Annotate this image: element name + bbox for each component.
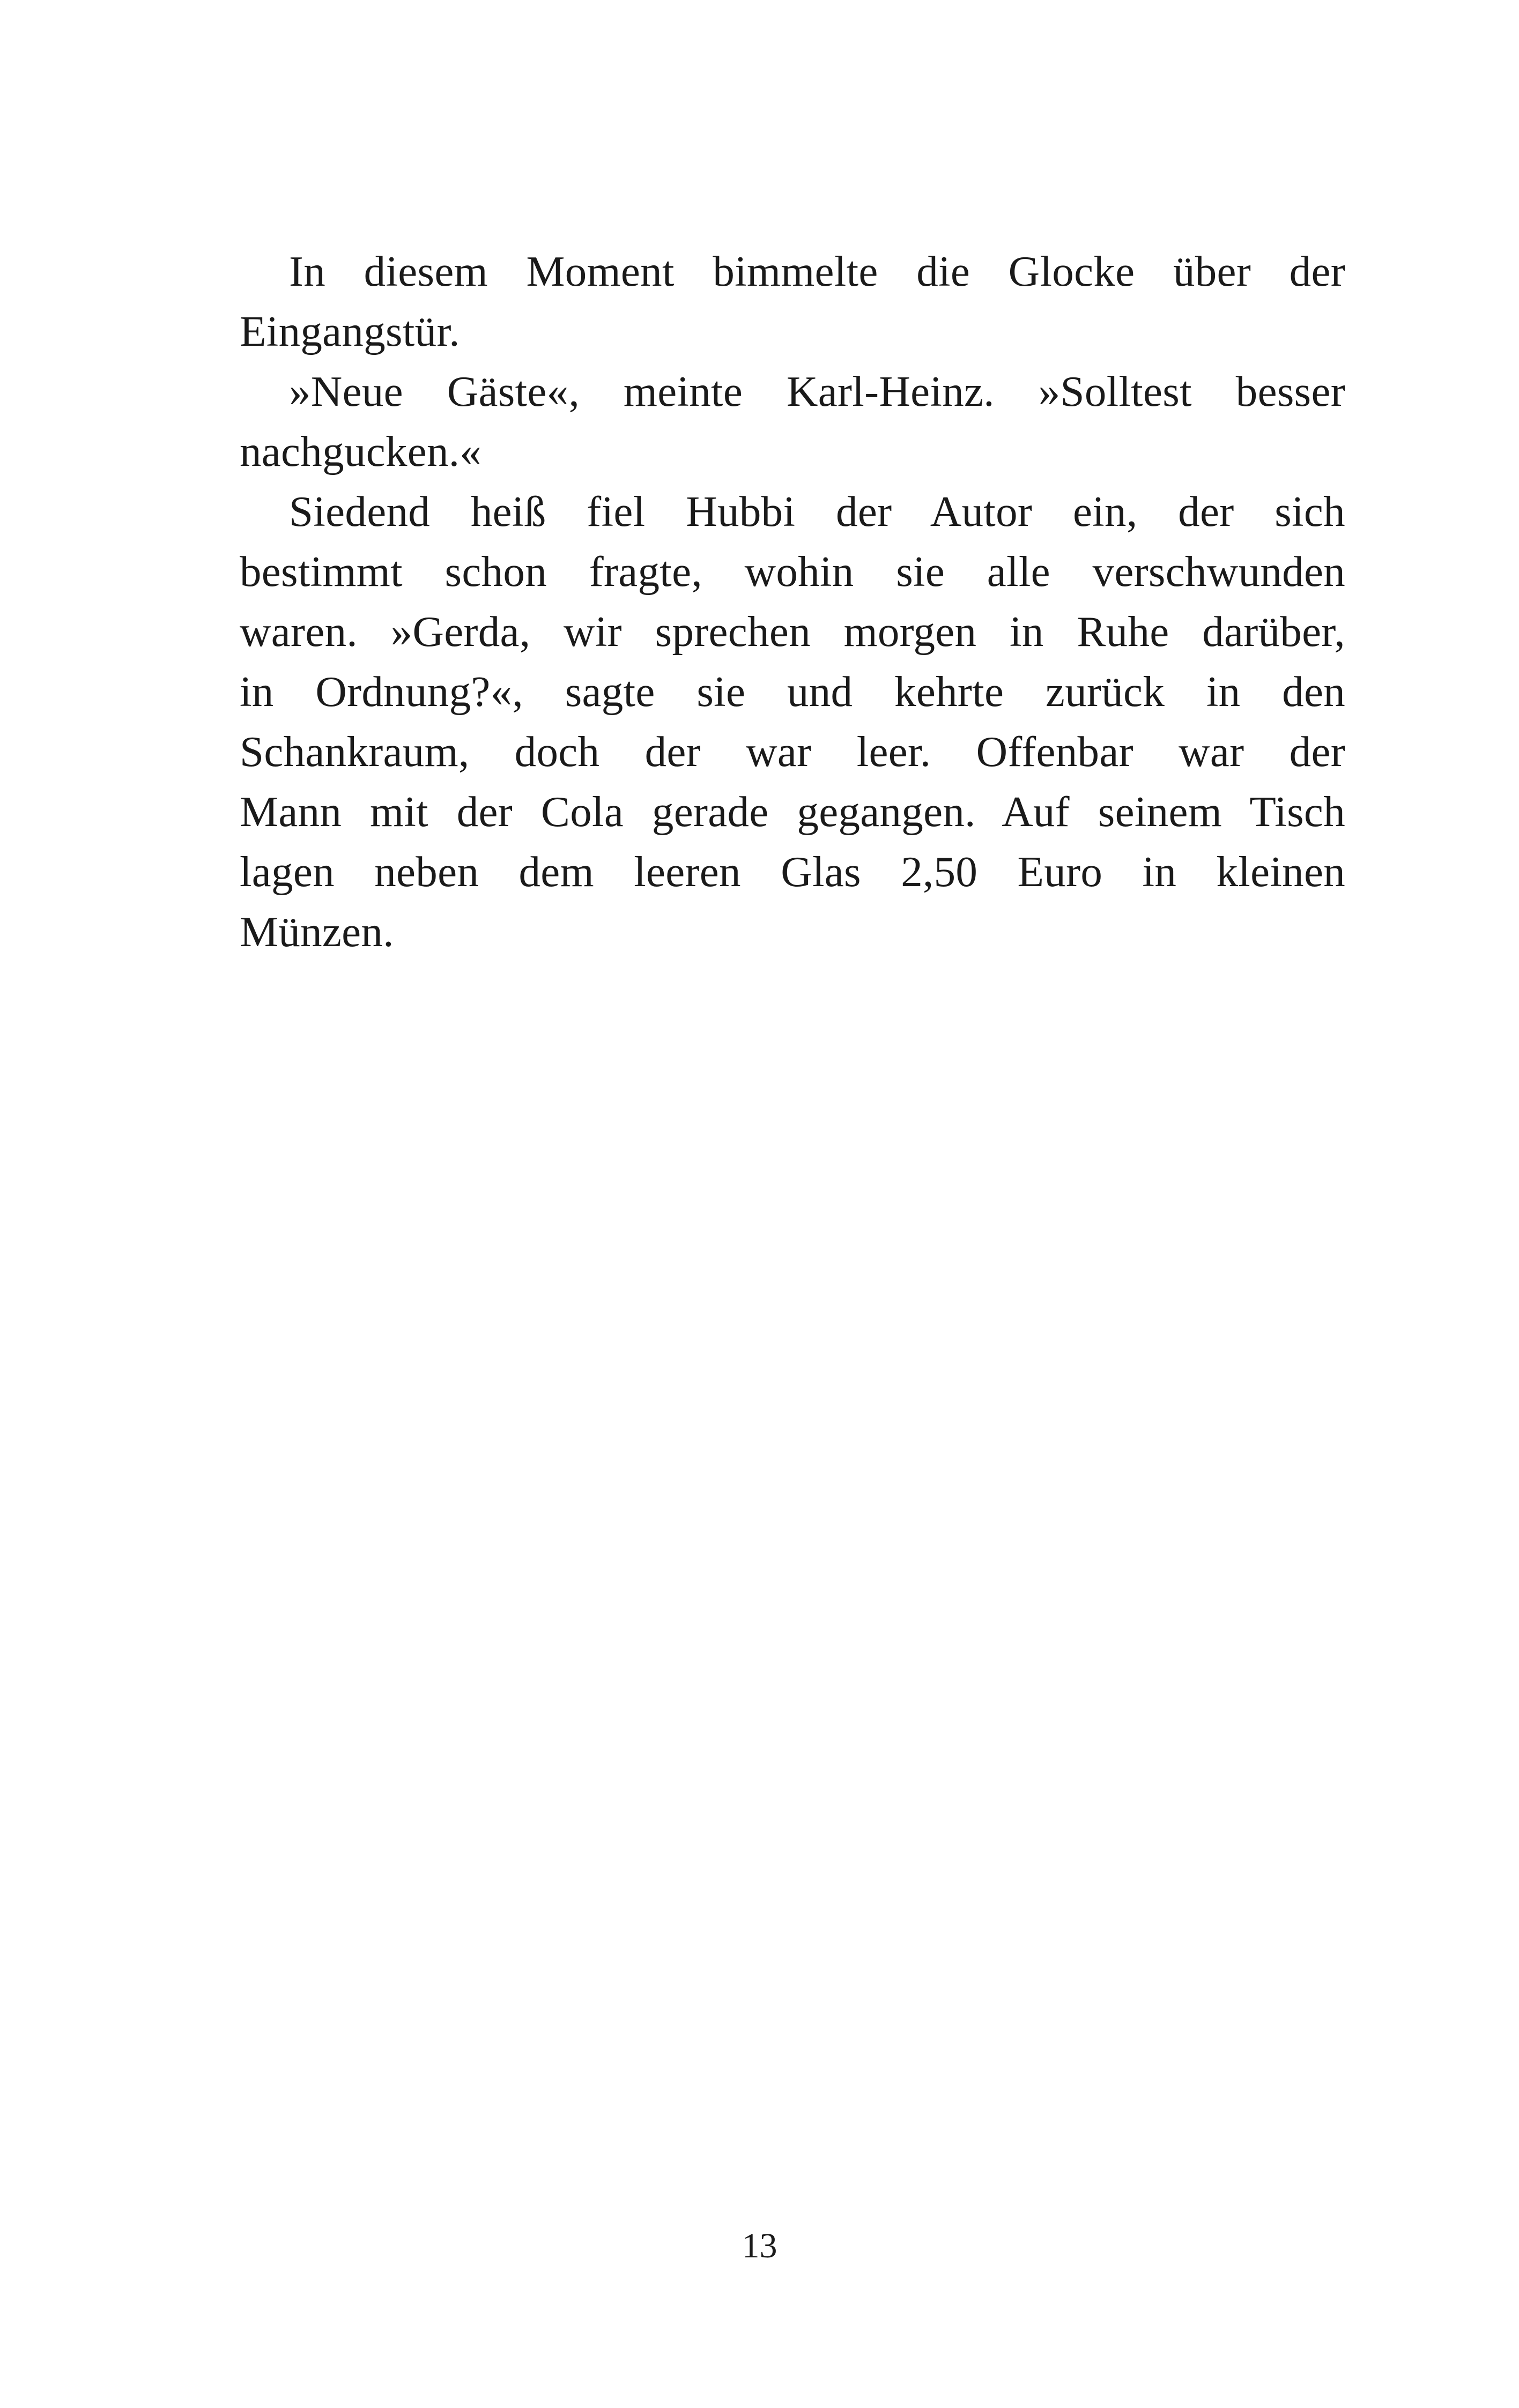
text-line: In diesem Moment bimmelte die Glocke über der [289, 247, 1345, 295]
text-line: Münzen. [240, 908, 394, 956]
text-line: Mann mit der Cola gerade gegangen. Auf seinem Tisch [240, 787, 1345, 836]
text-line: waren. »Gerda, wir sprechen morgen in Ruhe darüber, [240, 607, 1345, 656]
text-line: Siedend heiß fiel Hubbi der Autor ein, der sich [289, 487, 1345, 536]
text-line: bestimmt schon fragte, wohin sie alle verschwunden [240, 547, 1345, 596]
text-line: »Neue Gäste«, meinte Karl-Heinz. »Solltest besser [289, 367, 1345, 415]
text-line: nachgucken.« [240, 427, 482, 475]
paragraph [240, 481, 1345, 962]
page-number: 13 [742, 2226, 777, 2265]
text-line: Schankraum, doch der war leer. Offenbar war der [240, 727, 1345, 776]
text-line: lagen neben dem leeren Glas 2,50 Euro in kleinen [240, 848, 1345, 896]
paragraph [240, 361, 1345, 481]
text-line: Eingangstür. [240, 307, 460, 355]
body-text [240, 241, 1345, 962]
text-line: in Ordnung?«, sagte sie und kehrte zurück in den [240, 667, 1345, 716]
paragraph [240, 241, 1345, 361]
